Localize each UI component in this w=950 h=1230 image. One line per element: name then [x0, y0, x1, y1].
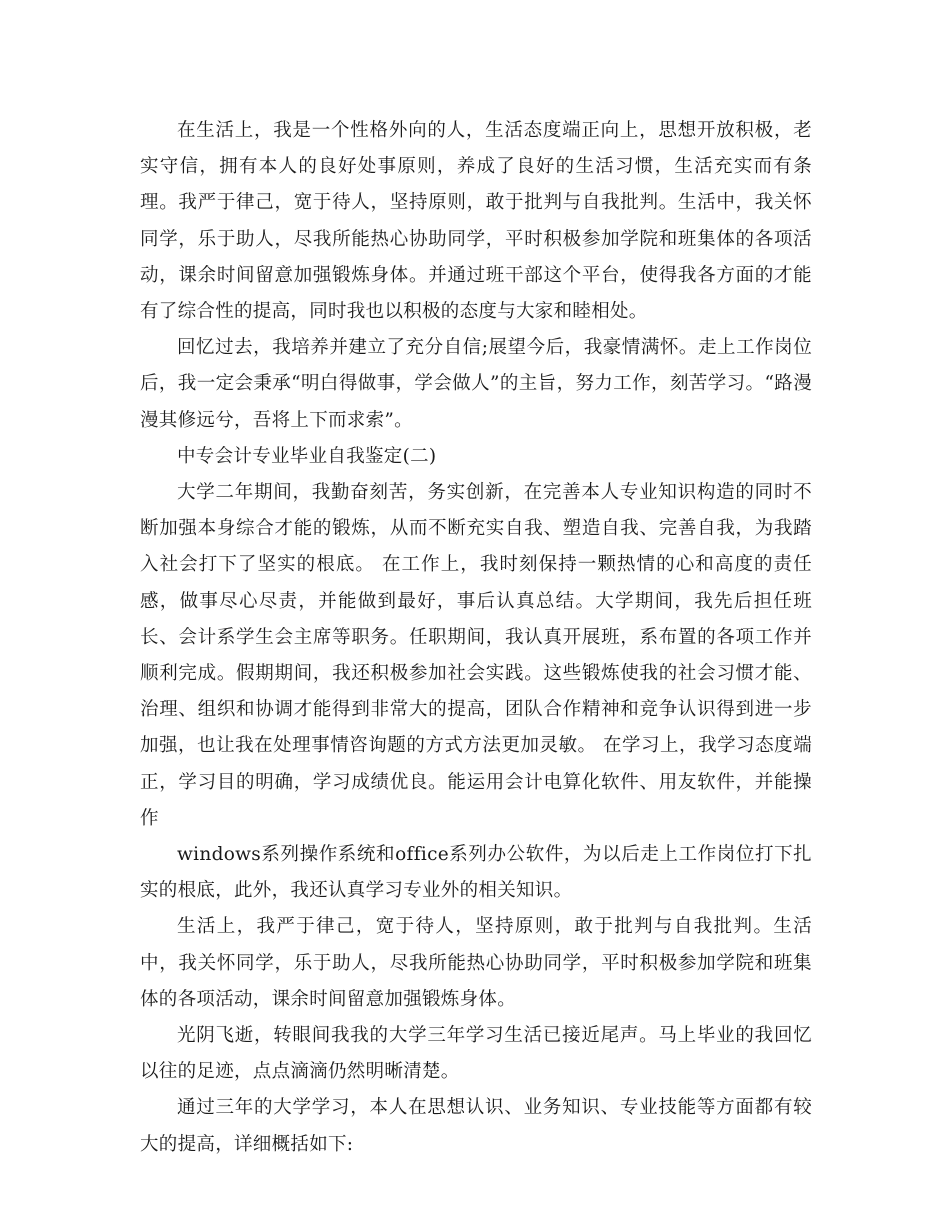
paragraph-life-attitude: 在生活上，我是一个性格外向的人，生活态度端正向上，思想开放积极，老实守信，拥有本人的良好处事原则，养成了良好的生活习惯，生活充实而有条理。我严于律己，宽于待人，坚持原则，敢于批判与自我批判。生活中，我关怀同学，乐于助人，尽我所能热心协助同学，平时积极参加学院和班集体的各项活动，课余时间留意加强锻炼身体。并通过班干部这个平台，使得我各方面的才能有了综合性的提高，同时我也以积极的态度与大家和睦相处。: [140, 120, 812, 323]
section-heading: 中专会计专业毕业自我鉴定(二): [177, 445, 437, 467]
paragraph-summary-intro: 通过三年的大学学习，本人在思想认识、业务知识、专业技能等方面都有较大的提高，详细概括如下:: [140, 1097, 812, 1155]
paragraph-life-discipline: 生活上，我严于律己，宽于待人，坚持原则，敢于批判与自我批判。生活中，我关怀同学，乐于助人，尽我所能热心协助同学，平时积极参加学院和班集体的各项活动，课余时间留意加强锻炼身体。: [140, 916, 812, 1010]
paragraph-college-experience: 大学二年期间，我勤奋刻苦，务实创新，在完善本人专业知识构造的同时不断加强本身综合才能的锻炼，从而不断充实自我、塑造自我、完善自我，为我踏入社会打下了坚实的根底。 在工作上，我时刻保持一颗热情的心和高度的责任感，做事尽心尽责，并能做到最好，事后认真总结。大学期间，我先后担任班长、会计系学生会主席等职务。任职期间，我认真开展班，系布置的各项工作并顺利完成。假期期间，我还积极参加社会实践。这些锻炼使我的社会习惯才能、治理、组织和协调才能得到非常大的提高，团队合作精神和竞争认识得到进一步加强，也让我在处理事情咨询题的方式方法更加灵敏。 在学习上，我学习态度端正，学习目的明确，学习成绩优良。能运用会计电算化软件、用友软件，并能操作: [140, 482, 812, 829]
document-body: [140, 113, 812, 1163]
paragraph-software-skills: windows系列操作系统和office系列办公软件，为以后走上工作岗位打下扎实的根底，此外，我还认真学习专业外的相关知识。: [140, 844, 812, 902]
paragraph-time-passing: 光阴飞逝，转眼间我我的大学三年学习生活已接近尾声。马上毕业的我回忆以往的足迹，点点滴滴仍然明晰清楚。: [140, 1025, 812, 1083]
paragraph-reflection: 回忆过去，我培养并建立了充分自信;展望今后，我豪情满怀。走上工作岗位后，我一定会秉承“明白得做事，学会做人”的主旨，努力工作，刻苦学习。“路漫漫其修远兮，吾将上下而求索”。: [140, 337, 812, 431]
